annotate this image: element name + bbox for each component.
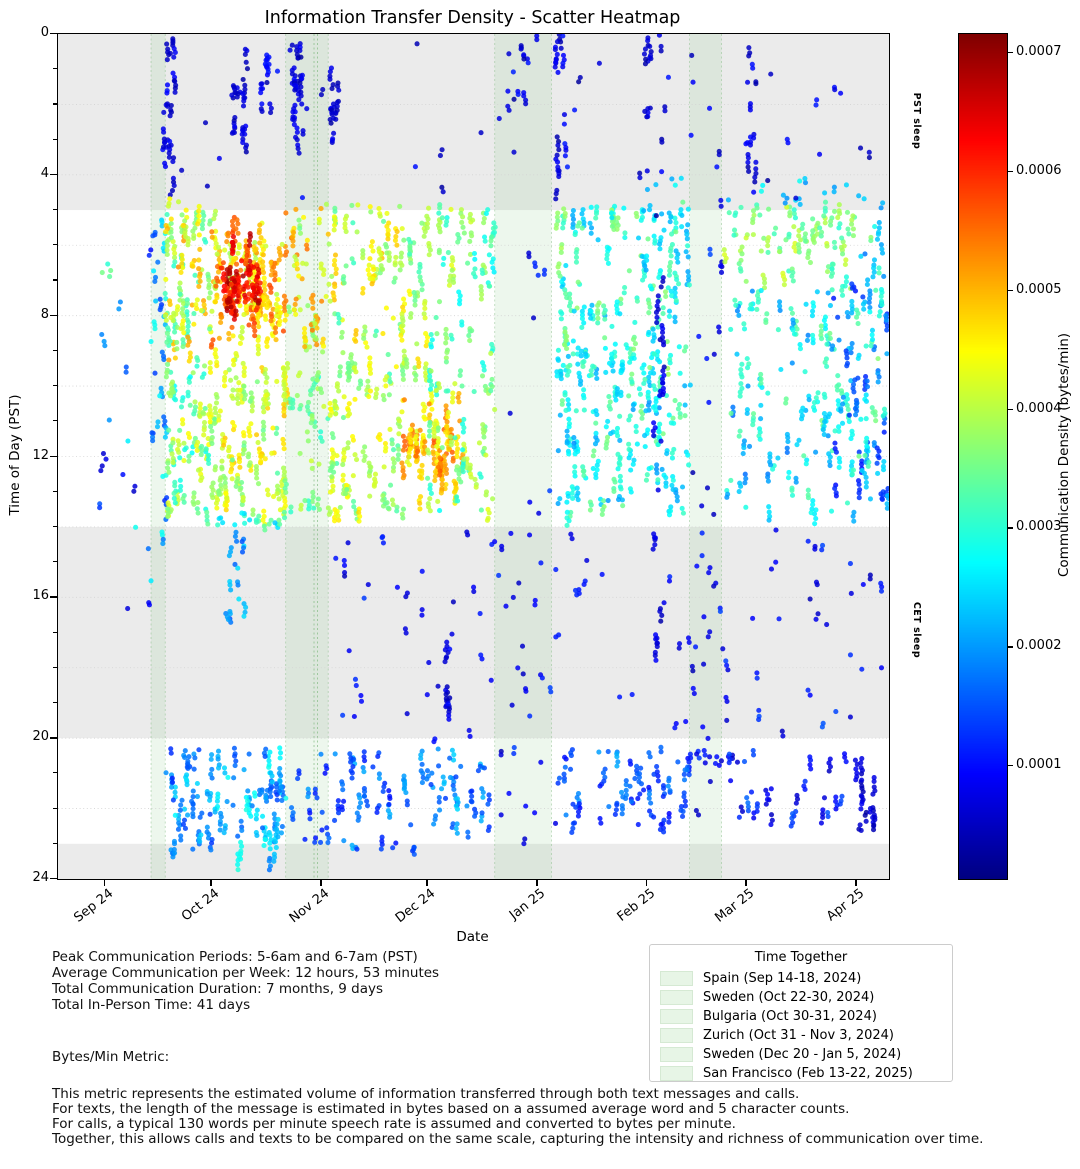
legend-item — [660, 1066, 913, 1081]
colorbar — [958, 33, 1008, 880]
metric-line: Together, this allows calls and texts to be compared on the same scale, capturing the intensity and richness of communication over time. — [52, 1131, 984, 1147]
x-tick-label: Oct 24 — [179, 886, 223, 925]
y-minor-tick — [53, 667, 57, 668]
legend-item-label: Spain (Sep 14-18, 2024) — [703, 971, 862, 986]
x-tick-label: Feb 25 — [614, 886, 659, 925]
x-tick — [104, 879, 105, 886]
colorbar-tick-label: 0.0001 — [1016, 757, 1062, 773]
y-tick — [50, 174, 57, 175]
stats-line: Total In-Person Time: 41 days — [52, 997, 251, 1013]
chart-title: Information Transfer Density - Scatter Heatmap — [264, 8, 681, 28]
colorbar-tick-label: 0.0003 — [1016, 519, 1062, 535]
metric-line: This metric represents the estimated volume of information transferred through both text messages and calls. — [52, 1086, 800, 1102]
y-minor-tick — [53, 420, 57, 421]
colorbar-tick-label: 0.0004 — [1016, 400, 1062, 416]
x-tick-label: Sep 24 — [71, 886, 117, 926]
metric-line: For calls, a typical 130 words per minute speech rate is assumed and converted to bytes per minute. — [52, 1116, 736, 1132]
y-minor-tick — [53, 808, 57, 809]
y-minor-tick — [53, 772, 57, 773]
legend-swatch — [660, 971, 693, 986]
y-tick — [50, 878, 57, 879]
legend-swatch — [660, 990, 693, 1005]
colorbar-gradient — [959, 34, 1007, 879]
colorbar-tick-label: 0.0006 — [1016, 162, 1062, 178]
y-axis-label: Time of Day (PST) — [7, 394, 23, 516]
y-minor-tick — [53, 561, 57, 562]
stats-line: Total Communication Duration: 7 months, 9 days — [52, 981, 384, 997]
y-minor-tick — [53, 139, 57, 140]
cet-sleep-annotation: CET sleep — [911, 601, 922, 659]
y-tick-label: 4 — [40, 165, 49, 181]
x-tick-label: Apr 25 — [824, 886, 868, 925]
y-tick-label: 12 — [32, 447, 49, 463]
y-minor-tick — [53, 632, 57, 633]
stats-line: Average Communication per Week: 12 hours, 53 minutes — [52, 965, 440, 981]
colorbar-tick-label: 0.0005 — [1016, 281, 1062, 297]
x-tick-label: Jan 25 — [507, 886, 549, 923]
legend — [649, 944, 953, 1082]
y-tick — [50, 315, 57, 316]
legend-swatch — [660, 1066, 693, 1081]
colorbar-label: Communication Density (bytes/min) — [1056, 332, 1072, 578]
y-minor-tick — [53, 244, 57, 245]
x-tick-label: Nov 24 — [286, 886, 333, 927]
y-tick-label: 0 — [40, 25, 49, 40]
legend-item — [660, 990, 874, 1005]
y-minor-tick — [53, 209, 57, 210]
y-tick-label: 24 — [32, 870, 49, 885]
colorbar-tick-label: 0.0007 — [1016, 44, 1062, 59]
x-tick — [536, 879, 537, 886]
metric-heading: Bytes/Min Metric: — [52, 1049, 170, 1065]
colorbar-tick-label: 0.0002 — [1016, 638, 1062, 654]
metric-line: For texts, the length of the message is estimated in bytes based on a assumed average word and 5 character counts. — [52, 1101, 850, 1117]
legend-item-label: San Francisco (Feb 13-22, 2025) — [703, 1066, 913, 1081]
pst-sleep-annotation: PST sleep — [911, 92, 922, 150]
y-tick — [50, 737, 57, 738]
y-minor-tick — [53, 843, 57, 844]
legend-item — [660, 1009, 877, 1024]
y-minor-tick — [53, 491, 57, 492]
legend-item — [660, 1028, 894, 1043]
legend-swatch — [660, 1009, 693, 1024]
y-minor-tick — [53, 350, 57, 351]
legend-item-label: Sweden (Dec 20 - Jan 5, 2024) — [703, 1047, 902, 1062]
legend-title: Time Together — [754, 950, 848, 965]
legend-item-label: Bulgaria (Oct 30-31, 2024) — [703, 1009, 877, 1024]
x-tick — [646, 879, 647, 886]
x-tick — [320, 879, 321, 886]
y-minor-tick — [53, 103, 57, 104]
y-tick-label: 16 — [32, 588, 49, 604]
y-minor-tick — [53, 279, 57, 280]
x-tick — [855, 879, 856, 886]
y-tick-label: 8 — [40, 306, 49, 322]
y-tick-label: 20 — [32, 729, 49, 745]
x-tick — [210, 879, 211, 886]
legend-item — [660, 971, 861, 986]
x-tick-label: Dec 24 — [393, 886, 439, 927]
y-tick — [50, 596, 57, 597]
scatter-heatmap-canvas — [58, 34, 889, 879]
y-minor-tick — [53, 68, 57, 69]
x-axis-label: Date — [456, 929, 489, 945]
y-minor-tick — [53, 702, 57, 703]
legend-item — [660, 1047, 901, 1062]
legend-swatch — [660, 1047, 693, 1062]
y-minor-tick — [53, 385, 57, 386]
plot-area — [57, 33, 890, 880]
y-tick — [50, 33, 57, 34]
y-minor-tick — [53, 526, 57, 527]
legend-item-label: Sweden (Oct 22-30, 2024) — [703, 990, 875, 1005]
stats-line: Peak Communication Periods: 5-6am and 6-7am (PST) — [52, 949, 418, 965]
legend-item-label: Zurich (Oct 31 - Nov 3, 2024) — [703, 1028, 894, 1043]
y-tick — [50, 456, 57, 457]
x-tick — [745, 879, 746, 886]
legend-swatch — [660, 1028, 693, 1043]
x-tick-label: Mar 25 — [712, 886, 758, 926]
x-tick — [426, 879, 427, 886]
